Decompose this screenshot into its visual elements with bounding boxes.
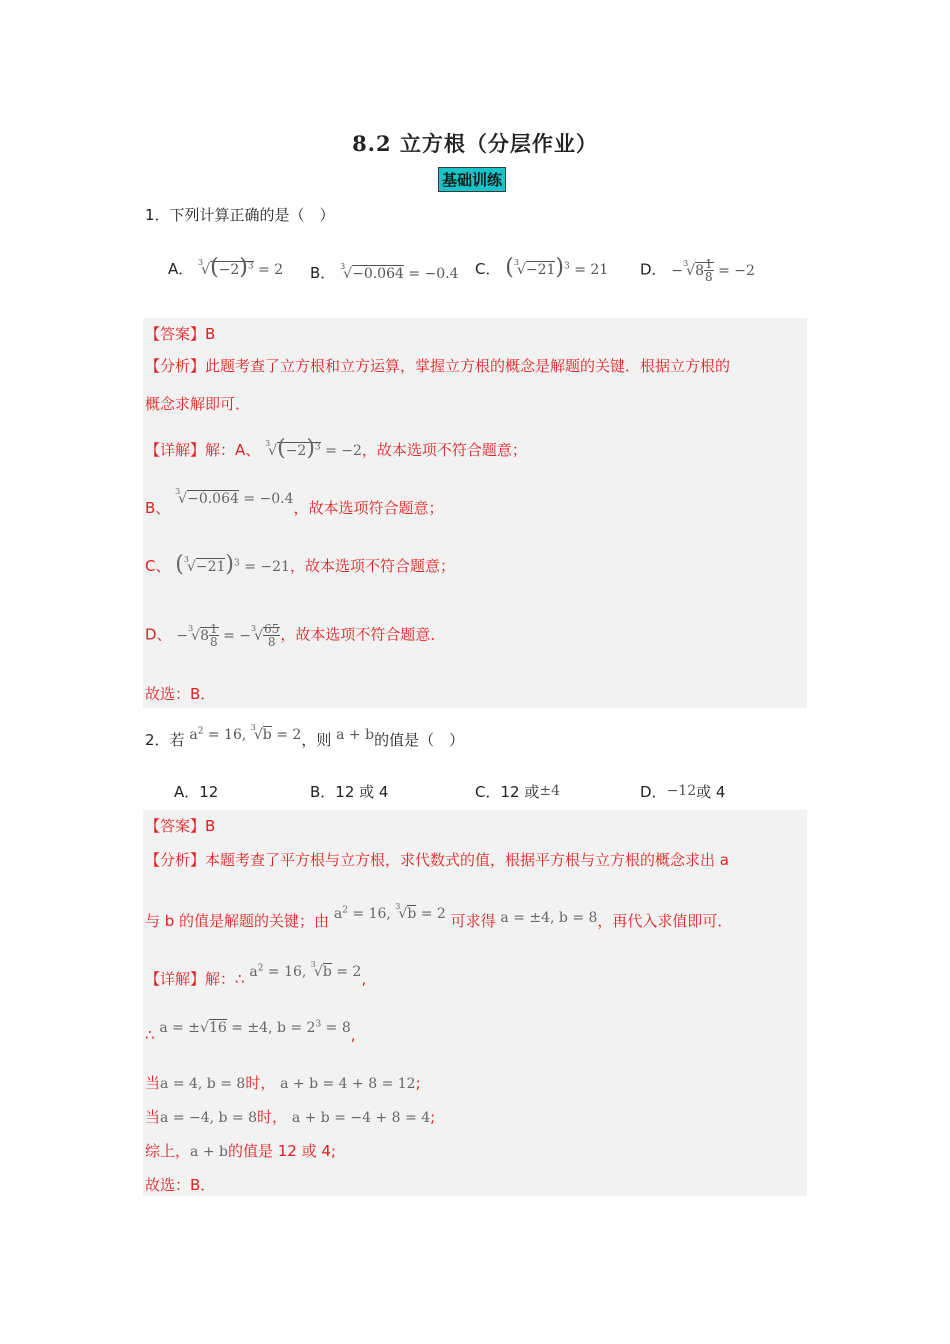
q1-detail-c-tail: ，故本选项不符合题意；	[289, 557, 455, 575]
q2-analysis-line-1	[145, 849, 729, 870]
q2-case-1-cond: a = 4, b = 8	[160, 1076, 246, 1092]
q1-analysis-text-1: 此题考查了立方根和立方运算，掌握立方根的概念是解题的关键．根据立方根的	[205, 357, 731, 375]
q1-detail-d-math: −$^3$√8 $\frac{1}{8}$ = −$^3$√ $\frac{65}{8}$	[176, 622, 280, 649]
q1-analysis-label: 【分析】	[145, 357, 206, 375]
q2-answer-label: 【答案】	[145, 817, 206, 835]
q2-detail-label: 【详解】	[145, 970, 206, 988]
q2-therefore: ∴	[145, 1026, 155, 1044]
q1-analysis-line-2: 概念求解即可．	[145, 395, 251, 413]
q1-detail-a-tail: ，故本选项不符合题意；	[361, 441, 527, 459]
q1-option-b	[310, 262, 459, 283]
page-title: 8.2 立方根（分层作业）	[352, 131, 598, 156]
q2-option-c-math: ±4	[539, 783, 560, 799]
q2-summary	[145, 1140, 336, 1161]
q2-detail-1-math: $a^2 = 16$, $^3$√b = 2	[249, 960, 362, 980]
question-1-stem: 1．下列计算正确的是（ ）	[145, 206, 335, 224]
q1-answer-value: B	[205, 325, 216, 343]
q2-case-1-result: a + b = 4 + 8 = 12	[280, 1076, 416, 1092]
q1-detail-d-tail: ，故本选项不符合题意．	[280, 625, 446, 644]
q2-summary-tail: 的值是 12 或 4;	[227, 1142, 336, 1160]
q2-analysis-text-2b: 可求得	[450, 912, 496, 930]
q2-option-b: B．12 或 4	[310, 783, 389, 801]
q2-option-c	[475, 781, 560, 802]
q2-analysis-result: a = ±4, b = 8	[500, 910, 598, 926]
q1-option-a-label: A．	[168, 260, 194, 278]
q1-detail-b	[145, 487, 444, 518]
q2-option-d	[640, 781, 725, 802]
q2-case-2-prefix: 当	[145, 1108, 161, 1126]
q1-answer-box	[143, 318, 807, 708]
q1-detail-b-prefix: B、	[145, 499, 171, 517]
q2-detail-2: ∴ a = ±√16 = ±4, $b = 2^3 = 8$,	[145, 1019, 356, 1044]
q1-detail-c	[145, 552, 455, 577]
q1-detail-c-prefix: C、	[145, 557, 171, 575]
q2-case-1-prefix: 当	[145, 1074, 161, 1092]
q1-option-d	[640, 258, 755, 283]
q1-detail-b-tail: ，故本选项符合题意；	[293, 499, 444, 517]
q1-detail-d-prefix: D、	[145, 625, 172, 644]
q2-answer-value: B	[205, 817, 216, 835]
q2-detail-prefix: 解：∴	[205, 970, 245, 988]
q1-option-d-math: −$^3$√8 $\frac{1}{8}$ = −2	[671, 257, 755, 284]
section-tag: 基础训练	[438, 167, 506, 192]
q2-analysis-text-2c: ，再代入求值即可．	[597, 912, 733, 930]
q2-case-1: 当a = 4, b = 8时， a + b = 4 + 8 = 12;	[145, 1074, 421, 1092]
q1-analysis-line-1	[145, 355, 730, 376]
q2-option-c-prefix: C．12 或	[475, 783, 540, 801]
q2-case-2-result: a + b = −4 + 8 = 4	[291, 1110, 431, 1126]
q1-detail-prefix: 解：A、	[205, 441, 261, 459]
q1-detail-a-math: $^3√(-2)^3 = -2$	[265, 436, 362, 461]
q1-conclusion: 故选：B．	[145, 685, 216, 703]
q2-option-d-tail: 或 4	[696, 783, 726, 801]
q2-stem-prefix: 2．若	[145, 731, 185, 749]
q2-analysis-condition: $a^2 = 16$, $^3$√b = 2	[333, 902, 446, 922]
q1-option-d-label: D．	[640, 260, 667, 279]
q1-option-b-label: B．	[310, 264, 336, 282]
q2-option-a: A．12	[174, 783, 219, 801]
q2-stem-tail: 的值是（ ）	[374, 731, 465, 749]
q2-answer-box	[143, 810, 807, 1196]
q2-conclusion: 故选：B．	[145, 1176, 216, 1194]
q1-option-c-label: C．	[475, 260, 501, 278]
q2-detail-1: 【详解】解：∴ $a^2 = 16$, $^3$√b = 2,	[145, 960, 367, 988]
q1-answer-label: 【答案】	[145, 325, 206, 343]
q1-option-a-math: $^3√(-2)^3 = 2$	[198, 255, 284, 280]
question-2-stem	[145, 723, 465, 750]
q2-case-2-cond: a = −4, b = 8	[160, 1110, 258, 1126]
q2-stem-expr: a + b	[336, 727, 375, 743]
q2-answer	[145, 815, 215, 836]
q2-case-1-mid: 时，	[245, 1074, 276, 1092]
q1-option-c	[475, 255, 609, 280]
q1-option-c-math: $(^3√-21)^3 = 21$	[505, 255, 609, 280]
q1-option-a	[168, 255, 284, 280]
q2-summary-prefix: 综上，	[145, 1142, 191, 1160]
q1-detail-label: 【详解】	[145, 441, 206, 459]
q2-analysis-text-1: 本题考查了平方根与立方根，求代数式的值，根据平方根与立方根的概念求出 a	[205, 851, 729, 869]
q2-option-d-math: −12	[666, 783, 697, 799]
q2-analysis-line-2	[145, 902, 733, 931]
q1-option-b-math: $^3$√−0.064 = −0.4	[340, 262, 459, 282]
q1-detail-b-math: $^3$√−0.064 = −0.4	[175, 487, 294, 507]
q2-analysis-text-2a: 与 b 的值是解题的关键；由	[145, 912, 330, 930]
q2-detail-2-math: a = ±√16 = ±4, $b = 2^3 = 8$	[159, 1019, 351, 1036]
q2-case-2: 当a = −4, b = 8时， a + b = −4 + 8 = 4;	[145, 1108, 436, 1126]
q1-detail-a	[145, 436, 527, 461]
q2-stem-mid: ，则	[301, 731, 332, 749]
q1-detail-d	[145, 623, 445, 648]
q2-analysis-label: 【分析】	[145, 851, 206, 869]
q2-case-2-mid: 时，	[257, 1108, 288, 1126]
q1-detail-c-math: $(^3√-21)^3 = -21$	[175, 552, 290, 577]
q2-stem-condition: $a^2 = 16$, $^3$√b = 2	[189, 723, 302, 743]
q2-option-d-prefix: D．	[640, 783, 667, 801]
q2-summary-expr: a + b	[190, 1144, 228, 1160]
q1-answer	[145, 323, 215, 344]
